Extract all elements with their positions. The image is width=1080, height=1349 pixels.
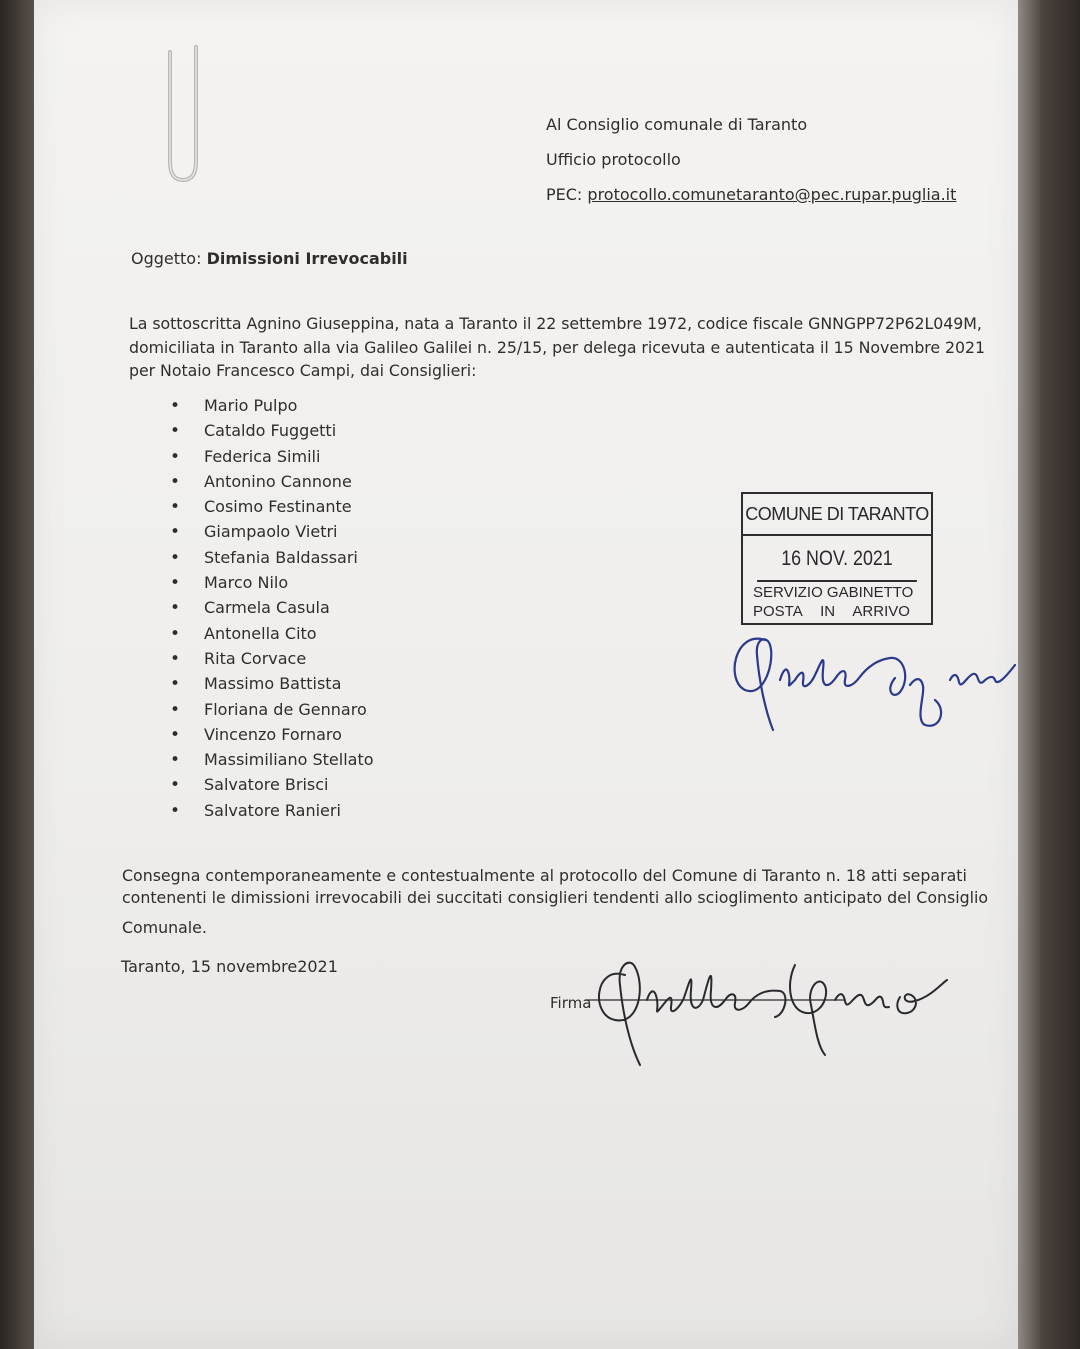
stamp-mail: POSTA IN ARRIVO [753, 603, 910, 620]
paperclip-icon [158, 42, 208, 192]
list-item: • Rita Corvace [170, 646, 374, 671]
desk-background-right [1018, 0, 1080, 1349]
body-line: domiciliata in Taranto alla via Galileo Galilei n. 25/15, per delega ricevuta e autenticata il 15 Novembre 2021 [129, 338, 986, 357]
body-line: La sottoscritta Agnino Giuseppina, nata a Taranto il 22 settembre 1972, codice fiscale GNNGPP72P62L049M, [129, 314, 982, 333]
stamp-signature-icon [725, 620, 1025, 735]
list-item: • Massimiliano Stellato [170, 747, 374, 772]
stamp-service: SERVIZIO GABINETTO [753, 584, 914, 601]
place-date: Taranto, 15 novembre2021 [121, 957, 338, 976]
desk-background-left [0, 0, 36, 1349]
list-item: • Federica Simili [170, 444, 374, 469]
stamp-office: COMUNE DI TARANTO [743, 494, 931, 536]
list-item: • Carmela Casula [170, 595, 374, 620]
recipient-line: Al Consiglio comunale di Taranto [546, 115, 808, 134]
body-line: per Notaio Francesco Campi, dai Consiglieri: [129, 361, 477, 380]
subject-text: Dimissioni Irrevocabili [206, 249, 408, 268]
list-item: • Stefania Baldassari [170, 545, 374, 570]
protocol-stamp [741, 492, 933, 625]
pec-label: PEC: [546, 185, 588, 204]
list-item: • Salvatore Brisci [170, 772, 374, 797]
subject-line [131, 249, 408, 268]
closing-line: Consegna contemporaneamente e contestualmente al protocollo del Comune di Taranto n. 18 atti separati [122, 866, 967, 885]
handwritten-signature-icon [585, 945, 965, 1070]
list-item: • Giampaolo Vietri [170, 519, 374, 544]
list-item: • Antonino Cannone [170, 469, 374, 494]
recipient-pec [546, 185, 956, 204]
closing-line: contenenti le dimissioni irrevocabili dei succitati consiglieri tendenti allo scioglimento anticipato del Consiglio [122, 888, 989, 907]
list-item: • Cosimo Festinante [170, 494, 374, 519]
closing-line: Comunale. [122, 918, 207, 937]
list-item: • Marco Nilo [170, 570, 374, 595]
list-item: • Salvatore Ranieri [170, 798, 374, 823]
list-item: • Antonella Cito [170, 621, 374, 646]
councillor-list [170, 393, 374, 823]
subject-label: Oggetto: [131, 249, 207, 268]
stamp-date: 16 NOV. 2021 [757, 534, 917, 582]
list-item: • Floriana de Gennaro [170, 697, 374, 722]
pec-address-link[interactable]: protocollo.comunetaranto@pec.rupar.puglia.it [587, 185, 957, 204]
list-item: • Vincenzo Fornaro [170, 722, 374, 747]
list-item: • Cataldo Fuggetti [170, 418, 374, 443]
list-item: • Mario Pulpo [170, 393, 374, 418]
recipient-office: Ufficio protocollo [546, 150, 681, 169]
signature-label: Firma [550, 994, 592, 1012]
list-item: • Massimo Battista [170, 671, 374, 696]
